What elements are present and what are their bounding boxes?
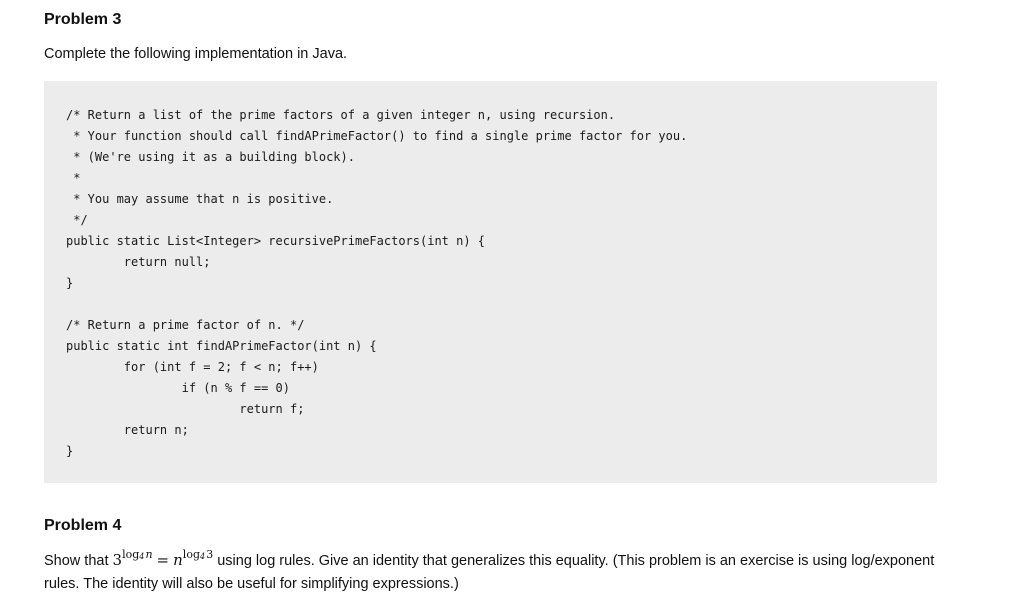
problem-3-intro: Complete the following implementation in Java. [44, 46, 348, 62]
problem-4-lead: Show that [44, 553, 113, 569]
rhs-exponent: log4 3 [182, 548, 214, 561]
equals-sign: = [156, 551, 170, 569]
equation [112, 548, 214, 569]
code-block [44, 81, 937, 483]
problem-4-rest: using log rules. Give an identity that generalizes this equality. (This problem is an exercise is using log/exponent rules. The identity will also be useful for simplifying expressions.) [44, 553, 935, 592]
problem-4-title: Problem 4 [44, 517, 122, 534]
java-code: /* Return a list of the prime factors of a given integer n, using recursion. * Your function should call findAPrimeFactor() to find a single prime factor for you. * (We're using it as a building block). * * You may assume that n is positive. */ public static List<Integer> recursivePrimeFactors(int n) { return null; } /* Return a prime factor of n. */ public static int findAPrimeFactor(int n) { for (int f = 2; f < n; f++) if (n % f == 0) return f; return n; } [66, 108, 688, 458]
problem-4-text [44, 549, 944, 596]
lhs-base: 3 [112, 551, 123, 569]
problem-3-title: Problem 3 [44, 11, 122, 28]
rhs-base: n [173, 551, 183, 569]
lhs-exponent: log4 n [122, 548, 153, 561]
